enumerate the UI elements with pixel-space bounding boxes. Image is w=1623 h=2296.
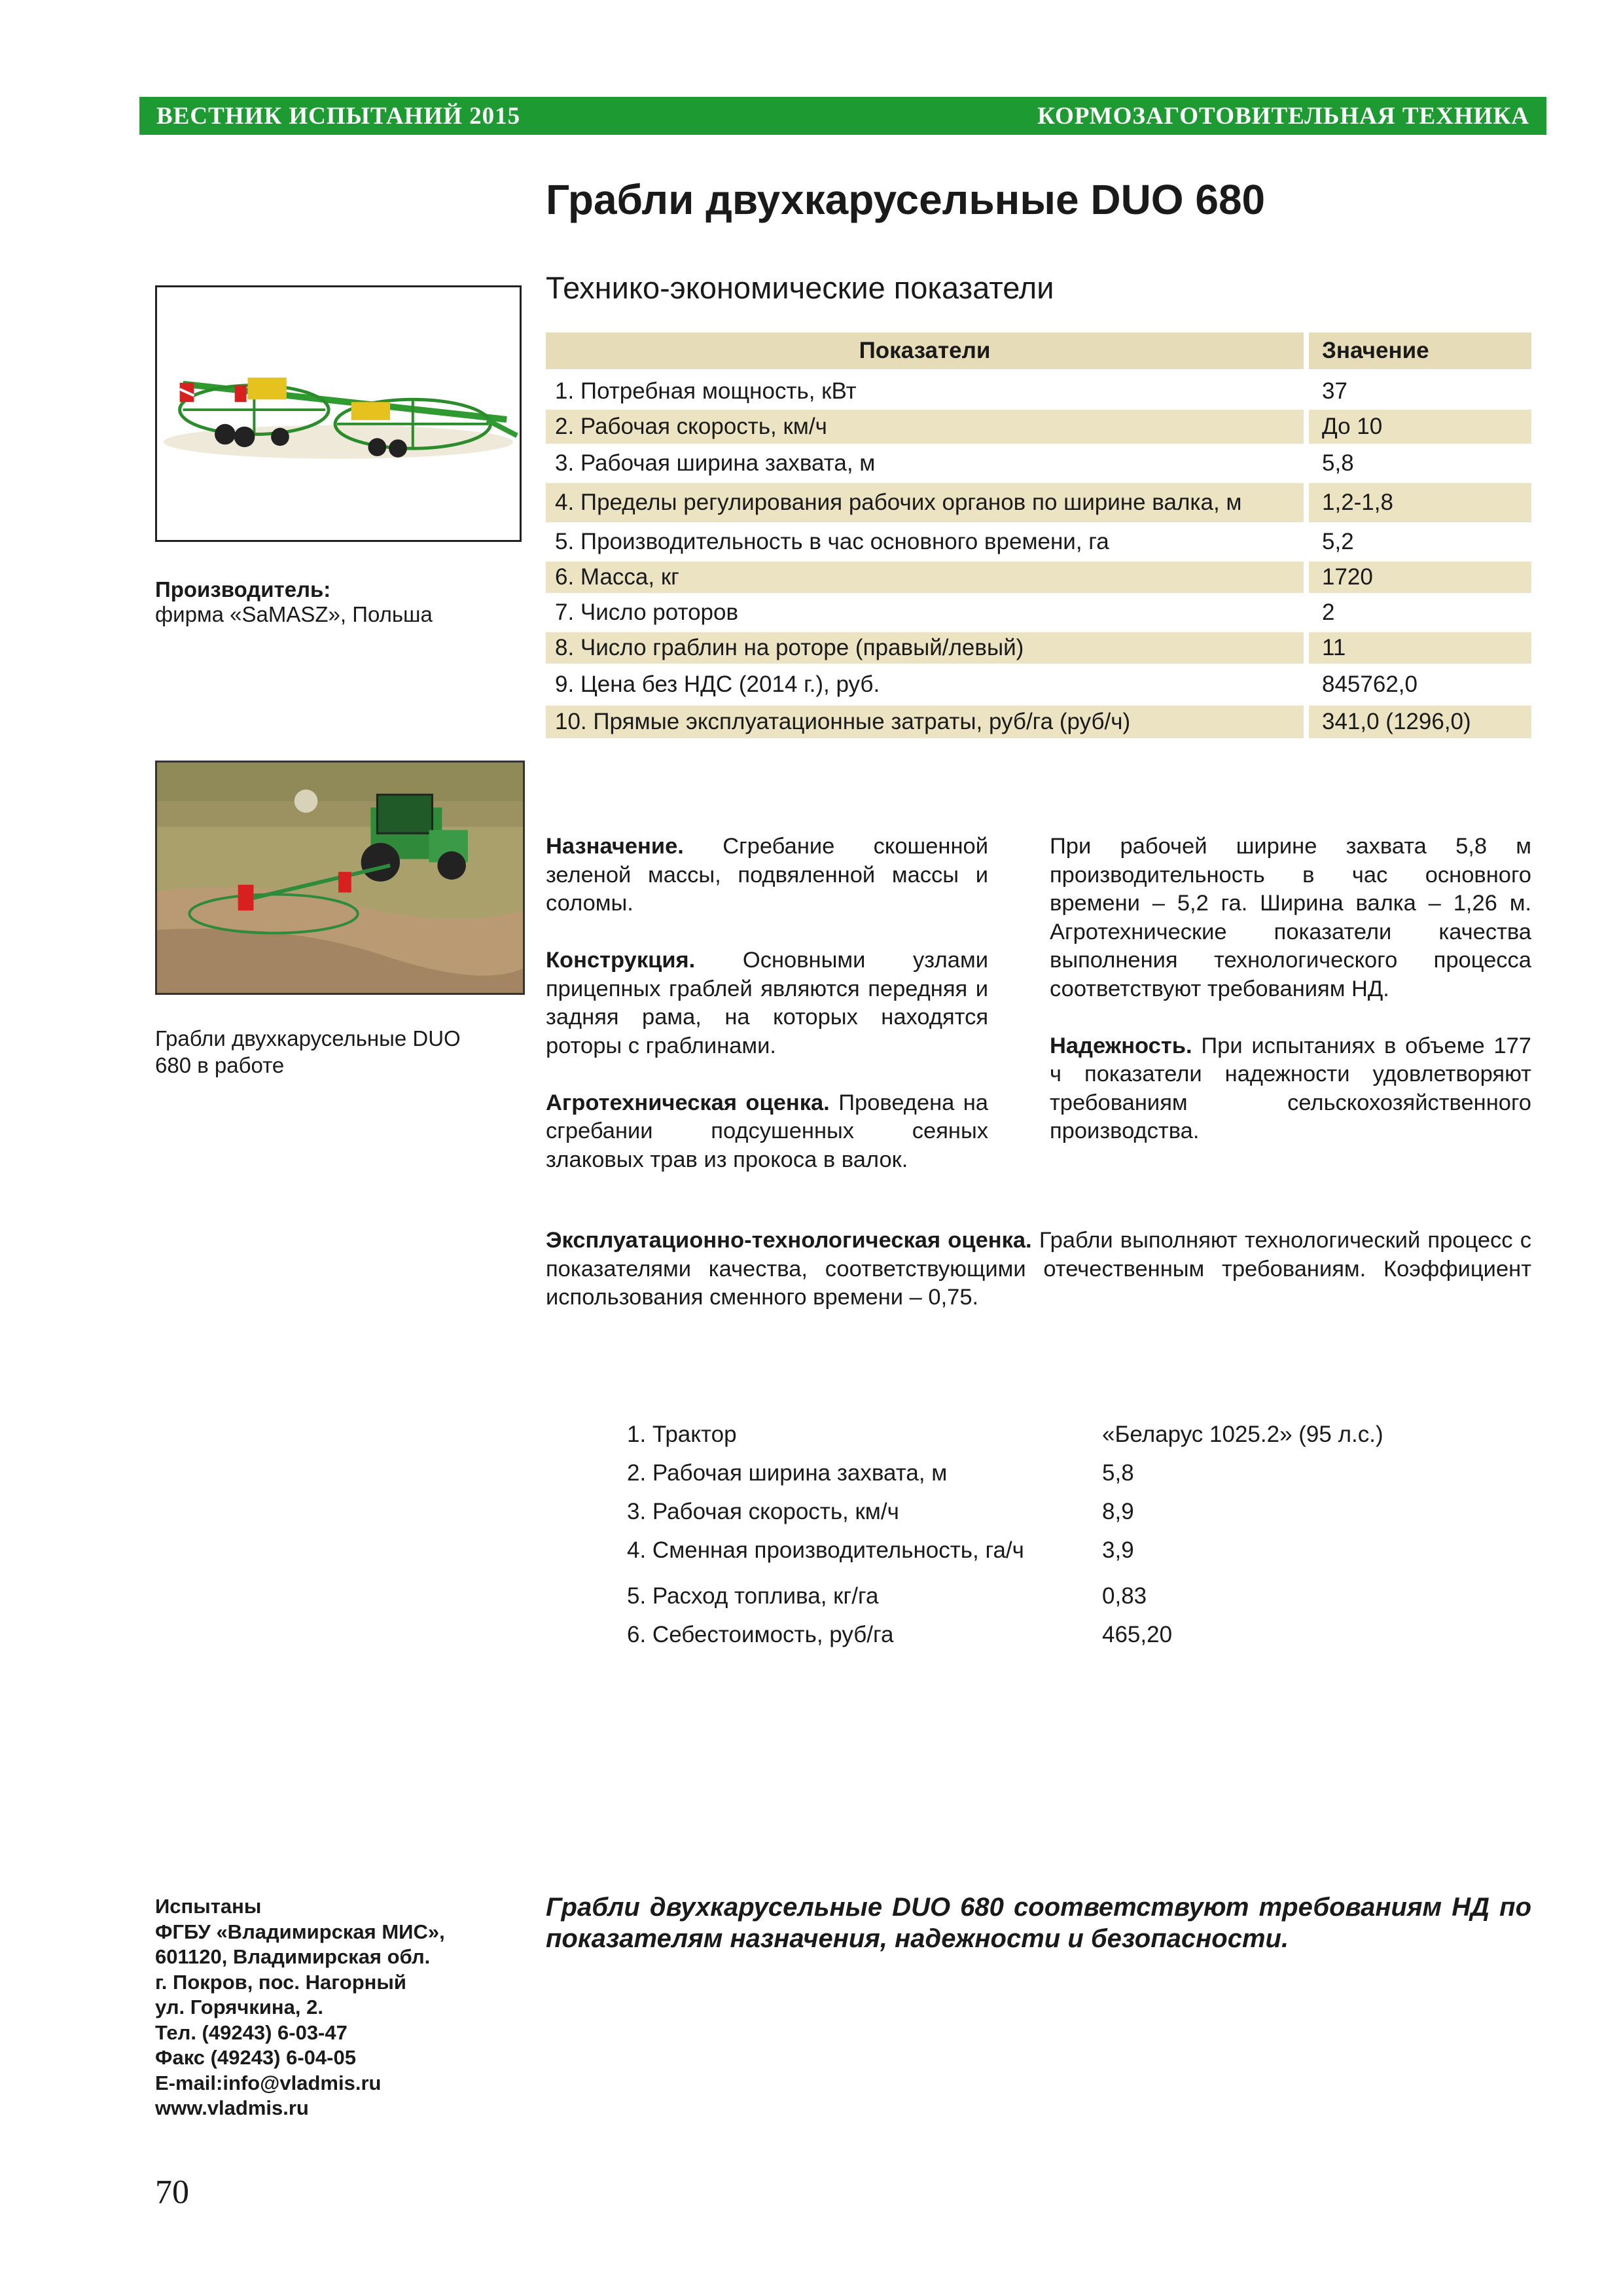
spec-value: 1,2-1,8 [1309, 483, 1531, 522]
field-photo [155, 761, 525, 995]
table-row [627, 1537, 1478, 1583]
ops-name: 2. Рабочая ширина захвата, м [627, 1460, 948, 1486]
spec-value: 5,2 [1322, 529, 1354, 554]
spec-value: 2 [1322, 600, 1335, 625]
photo-caption: Грабли двухкарусельные DUO 680 в работе [155, 1026, 461, 1077]
spec-header-name: Показатели [546, 332, 1304, 369]
table-row [627, 1622, 1478, 1660]
spec-value: 5,8 [1322, 450, 1354, 476]
table-row [546, 664, 1531, 706]
tested-by-line: ул. Горячкина, 2. [155, 1996, 323, 2018]
spec-name: 4. Пределы регулирования рабочих органов по ширине валка, м [546, 483, 1304, 522]
spec-table [546, 332, 1531, 738]
spec-header-value: Значение [1309, 332, 1531, 369]
section-title: КОРМОЗАГОТОВИТЕЛЬНАЯ ТЕХНИКА [1037, 102, 1529, 130]
spec-name: 7. Число роторов [555, 600, 739, 625]
tested-by-line: E-mail:info@vladmis.ru [155, 2071, 382, 2094]
ops-name: 6. Себестоимость, руб/га [627, 1622, 894, 1647]
spec-value: 11 [1309, 632, 1531, 664]
journal-title: ВЕСТНИК ИСПЫТАНИЙ 2015 [156, 102, 521, 130]
spec-name: 2. Рабочая скорость, км/ч [546, 410, 1304, 444]
spec-name: 9. Цена без НДС (2014 г.), руб. [555, 672, 880, 697]
spec-value: 37 [1322, 378, 1347, 404]
spec-value: 1720 [1309, 562, 1531, 593]
table-row [546, 593, 1531, 632]
agro-text: Проведена на сгребании подсушенных сеяных злаковых трав из прокоса в валок. [546, 1090, 988, 1172]
ops-name: 3. Рабочая скорость, км/ч [627, 1499, 899, 1524]
ops-eval-title: Эксплуатационно-технологическая оценка. [546, 1228, 1032, 1253]
spec-name: 6. Масса, кг [546, 562, 1304, 593]
text-column-left [546, 833, 988, 1203]
table-row [546, 483, 1531, 522]
spec-name: 3. Рабочая ширина захвата, м [555, 450, 876, 476]
design-paragraph [546, 946, 988, 1060]
tested-by-line: ФГБУ «Владимирская МИС», [155, 1920, 445, 1943]
spec-table-header [546, 332, 1531, 369]
table-row [546, 522, 1531, 562]
spec-value: 845762,0 [1322, 672, 1418, 697]
spec-value: До 10 [1309, 410, 1531, 444]
ops-table [627, 1422, 1478, 1660]
manufacturer-label: Производитель: [155, 577, 331, 601]
spec-name: 10. Прямые эксплуатационные затраты, руб/га (руб/ч) [546, 706, 1304, 738]
page-number: 70 [155, 2174, 189, 2211]
purpose-title: Назначение. [546, 834, 684, 859]
ops-name: 4. Сменная производительность, га/ч [627, 1537, 1024, 1563]
reliability-title: Надежность. [1050, 1033, 1192, 1058]
table-row [546, 410, 1531, 444]
reliability-text: При испытаниях в объеме 177 ч показатели надежности удовлетворяют требованиям сельскохозяйственного производства. [1050, 1033, 1531, 1143]
ops-eval-paragraph [546, 1227, 1531, 1312]
table-row [546, 444, 1531, 483]
manufacturer-value: фирма «SaMASZ», Польша [155, 602, 433, 626]
table-row [546, 632, 1531, 664]
tractor-in-field-illustration [157, 762, 523, 993]
tested-by-line: г. Покров, пос. Нагорный [155, 1970, 406, 1994]
table-row [546, 562, 1531, 593]
tested-by-block [155, 1894, 495, 2121]
agro-title: Агротехническая оценка. [546, 1090, 830, 1115]
spec-name: 8. Число граблин на роторе (правый/левый) [546, 632, 1304, 664]
table-row [546, 706, 1531, 738]
spec-value: 341,0 (1296,0) [1309, 706, 1531, 738]
performance-paragraph: При рабочей ширине захвата 5,8 м производительность в час основного времени – 5,2 га. Ширина валка – 1,26 м. Агротехнические показатели качества выполнения технологического процесса соответствуют требованиям НД. [1050, 834, 1531, 1001]
tested-by-line: Испытаны [155, 1895, 262, 1918]
spec-name: 1. Потребная мощность, кВт [555, 378, 857, 404]
ops-value: 8,9 [1102, 1499, 1134, 1524]
design-title: Конструкция. [546, 948, 696, 973]
ops-name: 1. Трактор [627, 1422, 737, 1447]
design-text: Основными узлами прицепных граблей являются передняя и задняя рама, на которых находятся роторы с граблинами. [546, 948, 988, 1058]
table-row [627, 1422, 1478, 1460]
ops-name: 5. Расход топлива, кг/га [627, 1583, 879, 1609]
conclusion: Грабли двухкарусельные DUO 680 соответствуют требованиям НД по показателям назначения, надежности и безопасности. [546, 1893, 1531, 1953]
table-row [627, 1499, 1478, 1537]
ops-value: 5,8 [1102, 1460, 1134, 1486]
ops-value: 0,83 [1102, 1583, 1147, 1609]
page-title: Грабли двухкарусельные DUO 680 [546, 176, 1266, 223]
table-row [546, 373, 1531, 410]
tested-by-line: Факс (49243) 6-04-05 [155, 2046, 356, 2069]
tested-by-line: www.vladmis.ru [155, 2096, 309, 2119]
header-band [139, 97, 1546, 135]
product-photo [155, 285, 522, 542]
purpose-paragraph [546, 833, 988, 918]
tested-by-line: 601120, Владимирская обл. [155, 1945, 431, 1968]
ops-value: 3,9 [1102, 1537, 1134, 1563]
ops-eval-text: Грабли выполняют технологический процесс с показателями качества, соответствующими отечественным требованиям. Коэффициент использования сменного времени – 0,75. [546, 1228, 1531, 1310]
table-title: Технико-экономические показатели [546, 270, 1054, 305]
ops-value: 465,20 [1102, 1622, 1173, 1647]
spec-name: 5. Производительность в час основного времени, га [555, 529, 1109, 554]
reliability-paragraph [1050, 1032, 1531, 1146]
text-column-right [1050, 833, 1531, 1174]
agro-paragraph [546, 1089, 988, 1175]
table-row [627, 1583, 1478, 1622]
purpose-text: Сгребание скошенной зеленой массы, подвяленной массы и соломы. [546, 834, 988, 916]
rake-illustration [157, 287, 520, 540]
ops-value: «Беларус 1025.2» (95 л.с.) [1102, 1422, 1383, 1447]
table-row [627, 1460, 1478, 1499]
tested-by-line: Тел. (49243) 6-03-47 [155, 2020, 348, 2044]
